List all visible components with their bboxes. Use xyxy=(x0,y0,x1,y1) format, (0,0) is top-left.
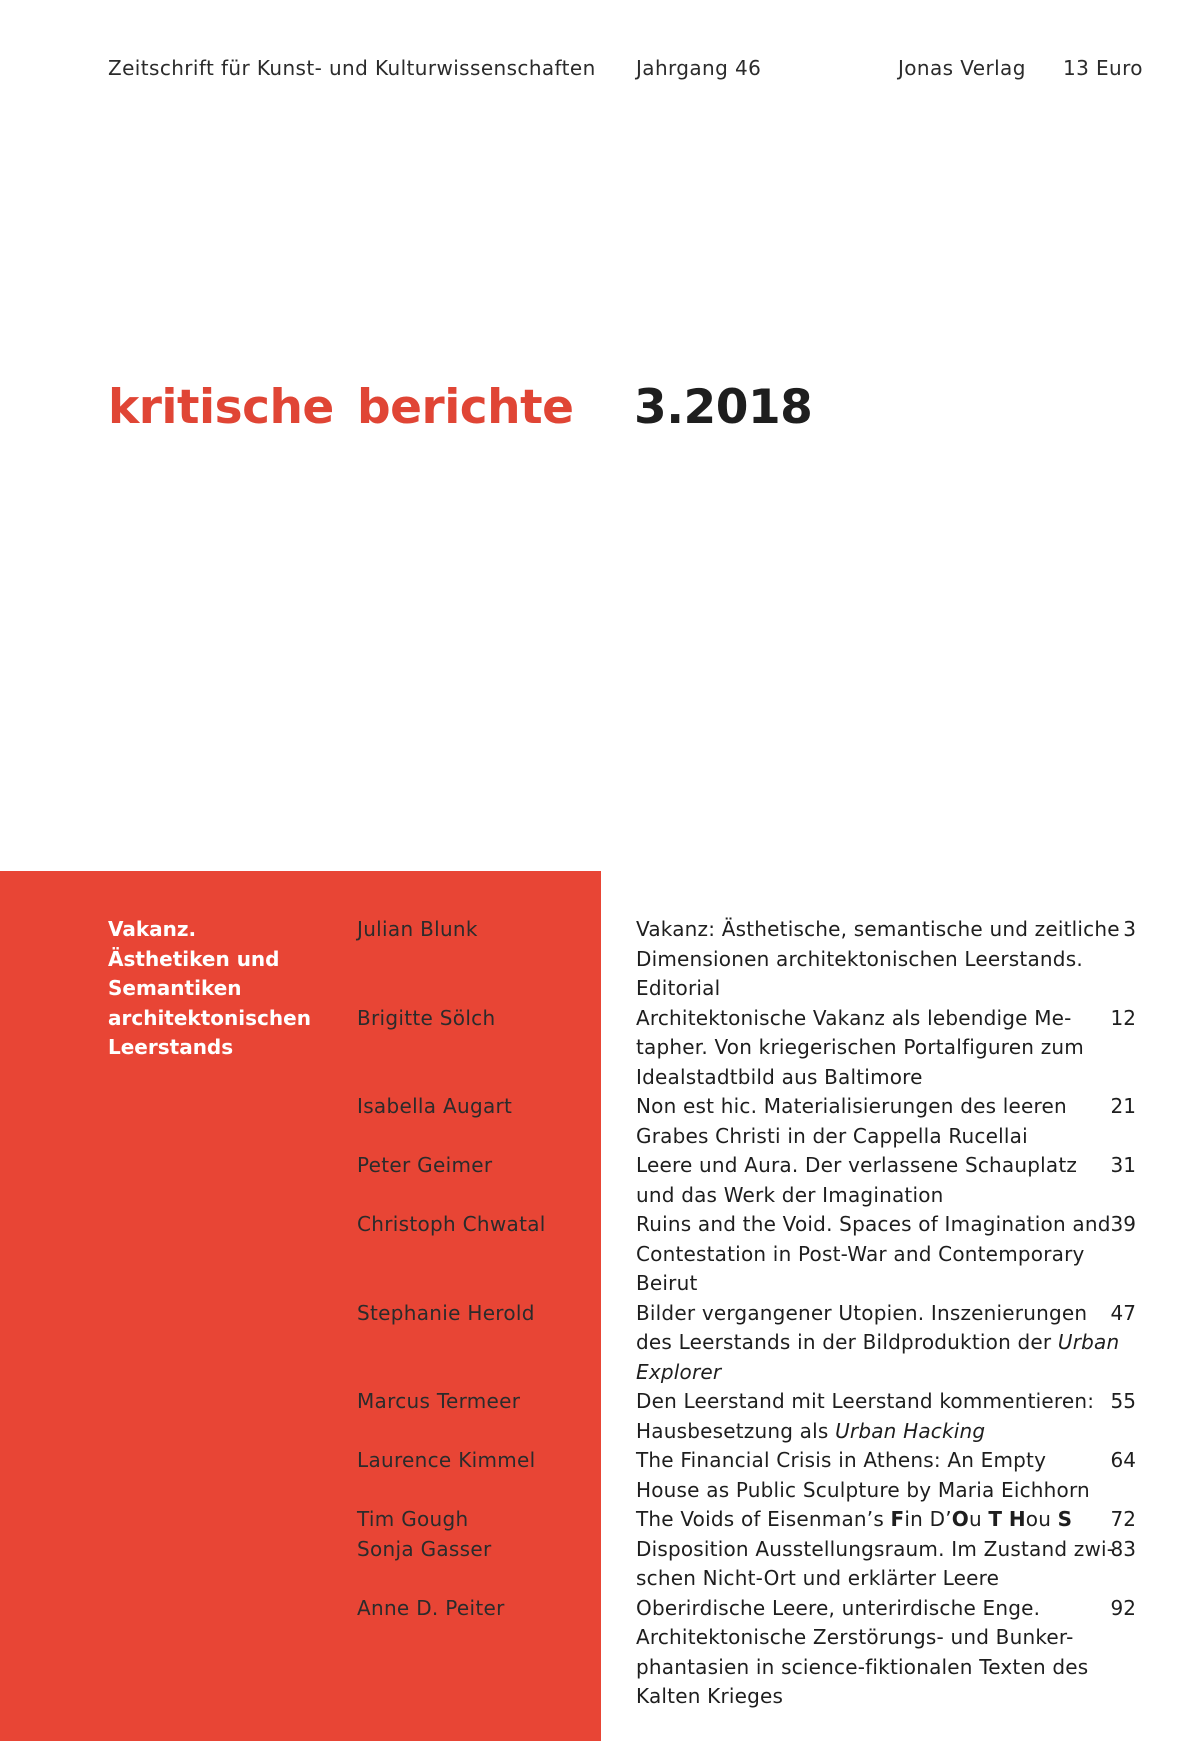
price-label: 13 Euro xyxy=(1063,56,1143,80)
toc-article-title: Architektonische Vakanz als lebendige Me- tapher. Von kriegerischen Portalfiguren zum Idealstadtbild aus Baltimore xyxy=(636,1005,1084,1089)
volume-label: Jahrgang 46 xyxy=(636,56,762,80)
toc-page-number: 31 xyxy=(1110,1153,1136,1177)
toc-page-number: 3 xyxy=(1123,917,1136,941)
theme-line: Semantiken xyxy=(108,976,242,1000)
toc-author: Sonja Gasser xyxy=(357,1536,492,1561)
toc-page-number: 64 xyxy=(1110,1448,1136,1472)
toc-author: Tim Gough xyxy=(357,1507,469,1531)
toc-article-title: Ruins and the Void. Spaces of Imagination and Contestation in Post-War and Contemporary Beirut xyxy=(636,1212,1111,1295)
toc-article-title: The Financial Crisis in Athens: An Empty House as Public Sculpture by Maria Eichhorn xyxy=(636,1448,1090,1502)
theme-line: architektonischen xyxy=(108,1005,311,1030)
toc-article-title: Oberirdische Leere, unterirdische Enge. Architektonische Zerstörungs- und Bunker- phantasien in science-fiktionalen Texten des Kalten Krieges xyxy=(636,1595,1089,1708)
toc-article-title: Leere und Aura. Der verlassene Schauplatz und das Werk der Imagination xyxy=(636,1153,1078,1207)
toc-entry[interactable] xyxy=(0,1535,1200,1594)
toc-page-number: 83 xyxy=(1110,1536,1136,1561)
toc-entry[interactable] xyxy=(0,915,1200,1004)
publisher-label: Jonas Verlag xyxy=(898,56,1026,80)
toc-article-title: Non est hic. Materialisierungen des leeren Grabes Christi in der Cappella Rucellai xyxy=(636,1094,1067,1148)
toc-page-number: 39 xyxy=(1110,1212,1136,1236)
toc-author: Isabella Augart xyxy=(357,1094,513,1118)
toc-article-title: The Voids of Eisenman’s Fin D’Ou T Hou S xyxy=(636,1507,1073,1531)
toc-page-number: 72 xyxy=(1110,1507,1136,1531)
journal-subtitle: Zeitschrift für Kunst- und Kulturwissenschaften xyxy=(108,56,596,80)
toc-page-number: 55 xyxy=(1110,1389,1136,1413)
toc-author: Marcus Termeer xyxy=(357,1389,521,1413)
toc-page-number: 21 xyxy=(1110,1094,1136,1118)
toc-author: Stephanie Herold xyxy=(357,1300,535,1325)
theme-line: Vakanz. xyxy=(108,917,197,941)
toc-entry[interactable] xyxy=(0,1505,1200,1535)
toc-article-title: Bilder vergangener Utopien. Inszenierungen des Leerstands in der Bildproduktion der Urban Explorer xyxy=(636,1300,1120,1384)
toc-article-title: Vakanz: Ästhetische, semantische und zeitliche Dimensionen architektonischen Leerstands. Editorial xyxy=(636,917,1120,1000)
toc-page-number: 12 xyxy=(1110,1005,1136,1030)
table-of-contents xyxy=(0,915,1200,1712)
theme-line: Ästhetiken und xyxy=(108,946,280,971)
theme-line: Leerstands xyxy=(108,1035,234,1059)
toc-author: Julian Blunk xyxy=(357,917,478,941)
toc-entry[interactable] xyxy=(0,1210,1200,1299)
toc-entry[interactable] xyxy=(0,1594,1200,1712)
toc-entry[interactable] xyxy=(0,1151,1200,1210)
issue-number: 3.2018 xyxy=(634,380,813,435)
toc-article-title: Den Leerstand mit Leerstand kommentieren: Hausbesetzung als Urban Hacking xyxy=(636,1389,1095,1443)
toc-author: Peter Geimer xyxy=(357,1153,493,1177)
title-word-kritische: kritische xyxy=(108,380,334,435)
toc-page-number: 92 xyxy=(1110,1595,1136,1620)
toc-entry[interactable] xyxy=(0,1299,1200,1388)
toc-author: Laurence Kimmel xyxy=(357,1448,536,1472)
toc-entry[interactable] xyxy=(0,1092,1200,1151)
toc-author: Christoph Chwatal xyxy=(357,1212,546,1236)
toc-entry[interactable] xyxy=(0,1387,1200,1446)
toc-entry[interactable] xyxy=(0,1004,1200,1093)
toc-entry[interactable] xyxy=(0,1446,1200,1505)
toc-author: Anne D. Peiter xyxy=(357,1595,505,1620)
toc-author: Brigitte Sölch xyxy=(357,1005,496,1030)
toc-page-number: 47 xyxy=(1110,1300,1136,1325)
toc-article-title: Disposition Ausstellungsraum. Im Zustand zwi- schen Nicht-Ort und erklärter Leere xyxy=(636,1536,1115,1590)
title-word-berichte: berichte xyxy=(357,380,574,435)
